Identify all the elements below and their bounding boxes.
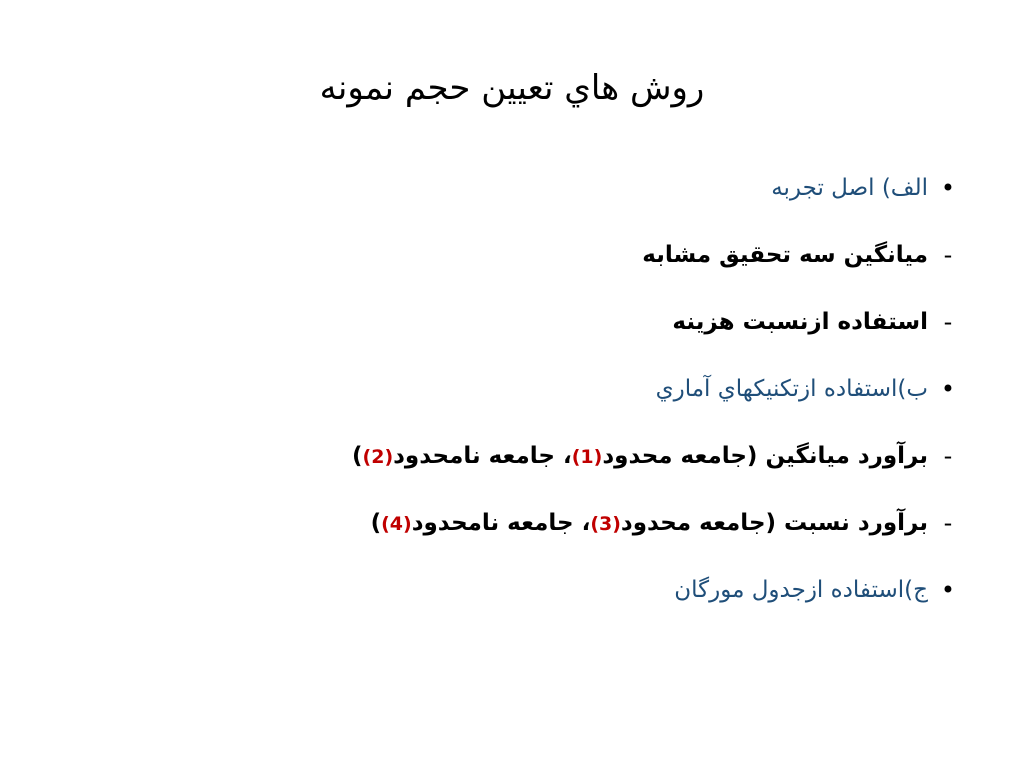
dash-marker: - — [943, 308, 953, 336]
dash-marker: - — [943, 509, 953, 537]
list-item — [148, 499, 968, 566]
bullet-marker: • — [940, 576, 956, 604]
sub-item-text: استفاده ازنسبت هزينه — [672, 309, 928, 335]
text-part: برآورد ميانگين (جامعه محدود — [602, 443, 928, 469]
reference-number: (1) — [571, 446, 603, 468]
list-item — [148, 432, 968, 499]
dash-marker: - — [943, 241, 953, 269]
sub-item-text — [352, 432, 928, 481]
reference-number: (3) — [590, 513, 621, 535]
section-heading-b: ب)استفاده ازتكنيكهاي آماري — [655, 376, 928, 402]
text-part: ) — [370, 510, 382, 536]
bullet-list — [148, 164, 968, 633]
bullet-marker: • — [940, 174, 956, 202]
dash-marker: - — [943, 442, 953, 470]
list-item — [148, 566, 968, 633]
text-part: ) — [352, 443, 363, 469]
list-item — [148, 365, 968, 432]
section-heading-a: الف) اصل تجربه — [771, 175, 928, 201]
text-part: ، جامعه نامحدود — [411, 510, 591, 536]
reference-number: (4) — [381, 513, 412, 535]
reference-number: (2) — [362, 446, 394, 468]
list-item — [148, 231, 968, 298]
text-part: ، جامعه نامحدود — [393, 443, 572, 469]
list-item — [148, 298, 968, 365]
section-heading-c: ج)استفاده ازجدول مورگان — [674, 577, 928, 603]
slide-title: روش هاي تعيين حجم نمونه — [319, 68, 705, 108]
bullet-marker: • — [940, 375, 956, 403]
sub-item-text — [371, 499, 928, 548]
sub-item-text: ميانگين سه تحقيق مشابه — [642, 242, 928, 268]
text-part: برآورد نسبت (جامعه محدود — [620, 510, 928, 536]
list-item — [148, 164, 968, 231]
